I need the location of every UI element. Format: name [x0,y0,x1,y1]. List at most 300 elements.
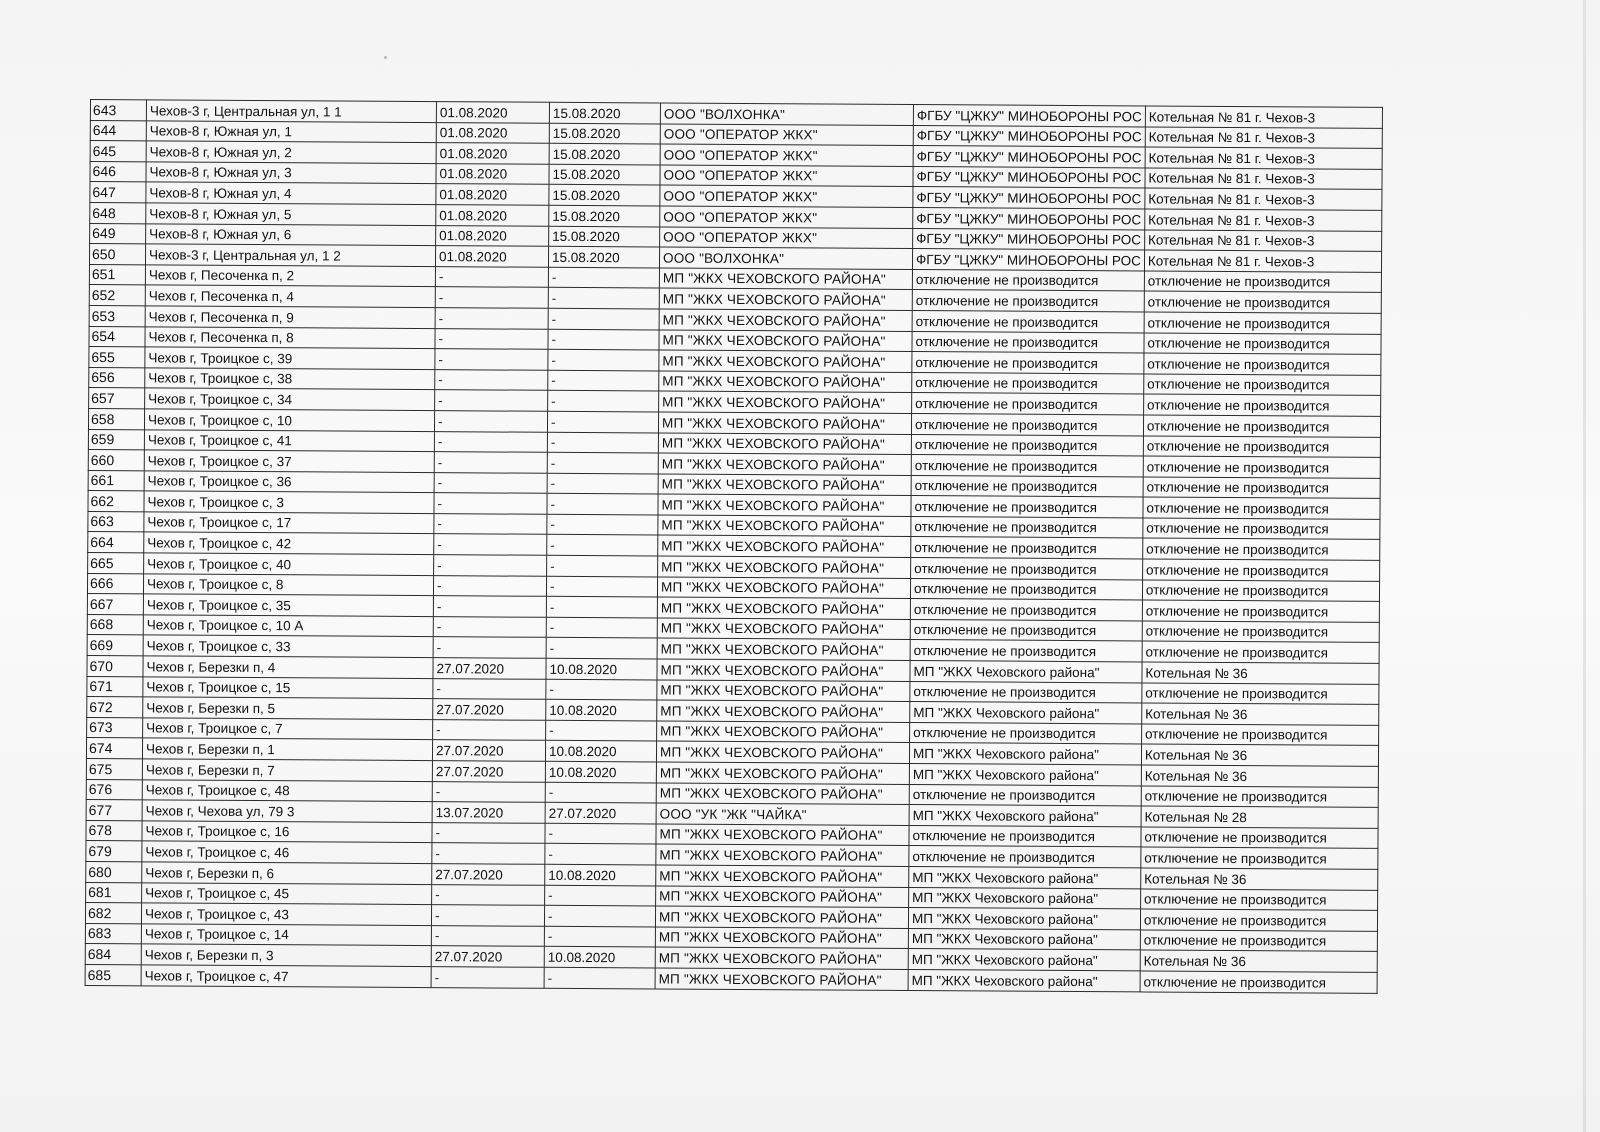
address-cell: Чехов г, Березки п, 3 [141,944,431,966]
supplier-cell: отключение не производится [911,496,1143,518]
row-number: 646 [90,161,146,182]
row-number: 647 [90,182,146,203]
management-org-cell: МП "ЖКХ ЧЕХОВСКОГО РАЙОНА" [659,309,912,331]
management-org-cell: МП "ЖКХ ЧЕХОВСКОГО РАЙОНА" [657,597,910,619]
off-date-cell: - [435,328,548,349]
off-date-cell: 01.08.2020 [436,205,549,226]
row-number: 669 [87,635,143,656]
off-date-cell: - [434,555,547,576]
heat-source-cell: Котельная № 81 г. Чехов-3 [1145,127,1382,149]
management-org-cell: МП "ЖКХ ЧЕХОВСКОГО РАЙОНА" [655,947,908,969]
address-cell: Чехов-8 г, Южная ул, 6 [146,223,436,245]
management-org-cell: МП "ЖКХ ЧЕХОВСКОГО РАЙОНА" [656,741,909,763]
on-date-cell: - [547,535,658,556]
management-org-cell: ООО "ВОЛХОНКА" [660,103,913,125]
row-number: 658 [88,408,144,429]
heat-source-cell: отключение не производится [1143,394,1380,416]
address-cell: Чехов-8 г, Южная ул, 2 [146,141,436,163]
supplier-cell: отключение не производится [910,619,1142,641]
management-org-cell: МП "ЖКХ ЧЕХОВСКОГО РАЙОНА" [656,824,909,846]
on-date-cell: - [548,308,659,329]
supplier-cell: отключение не производится [909,825,1141,847]
supplier-cell: МП "ЖКХ Чеховского района" [909,805,1141,827]
heat-source-cell: отключение не производится [1144,312,1381,334]
row-number: 662 [88,491,144,512]
on-date-cell: 15.08.2020 [549,164,660,185]
supplier-cell: отключение не производится [911,434,1143,456]
heat-source-cell: отключение не производится [1143,435,1380,457]
off-date-cell: 13.07.2020 [432,802,545,823]
heat-source-cell: Котельная № 81 г. Чехов-3 [1145,147,1382,169]
supplier-cell: МП "ЖКХ Чеховского района" [909,887,1141,909]
management-org-cell: МП "ЖКХ ЧЕХОВСКОГО РАЙОНА" [659,350,912,372]
row-number: 672 [87,697,143,718]
row-number: 668 [87,614,143,635]
heat-source-cell: отключение не производится [1144,374,1381,396]
supplier-cell: ФГБУ "ЦЖКУ" МИНОБОРОНЫ РОС [913,207,1145,229]
supplier-cell: ФГБУ "ЦЖКУ" МИНОБОРОНЫ РОС [913,187,1145,209]
off-date-cell: - [431,925,544,946]
address-cell: Чехов г, Троицкое с, 16 [142,821,432,843]
address-cell: Чехов г, Березки п, 4 [143,656,433,678]
management-org-cell: МП "ЖКХ ЧЕХОВСКОГО РАЙОНА" [658,412,911,434]
row-number: 652 [89,285,145,306]
on-date-cell: - [548,391,659,412]
off-date-cell: 27.07.2020 [433,699,546,720]
off-date-cell: - [434,411,547,432]
on-date-cell: 10.08.2020 [546,700,657,721]
off-date-cell: 01.08.2020 [436,163,549,184]
supplier-cell: отключение не производится [912,331,1144,353]
row-number: 679 [86,841,142,862]
supplier-cell: ФГБУ "ЦЖКУ" МИНОБОРОНЫ РОС [912,249,1144,271]
heat-source-cell: Котельная № 36 [1141,744,1378,766]
heat-source-cell: отключение не производится [1144,353,1381,375]
management-org-cell: МП "ЖКХ ЧЕХОВСКОГО РАЙОНА" [655,927,908,949]
row-number: 654 [89,326,145,347]
heat-source-cell: отключение не производится [1142,580,1379,602]
supplier-cell: отключение не производится [911,516,1143,538]
supplier-cell: отключение не производится [911,558,1143,580]
address-cell: Чехов г, Троицкое с, 43 [141,903,431,925]
on-date-cell: 27.07.2020 [545,802,656,823]
on-date-cell: 10.08.2020 [546,658,657,679]
address-cell: Чехов г, Песоченка п, 4 [145,285,435,307]
supplier-cell: отключение не производится [910,578,1142,600]
document-sheet [85,99,1383,993]
off-date-cell: - [433,719,546,740]
heat-source-cell: отключение не производится [1141,827,1378,849]
management-org-cell: МП "ЖКХ ЧЕХОВСКОГО РАЙОНА" [659,330,912,352]
supplier-cell: отключение не производится [911,537,1143,559]
on-date-cell: - [546,679,657,700]
management-org-cell: ООО "ОПЕРАТОР ЖКХ" [660,206,913,228]
heat-source-cell: Котельная № 36 [1141,765,1378,787]
scan-speck [384,56,387,59]
off-date-cell: - [435,308,548,329]
on-date-cell: - [545,885,656,906]
off-date-cell: - [433,596,546,617]
address-cell: Чехов г, Троицкое с, 38 [145,368,435,390]
heat-source-cell: отключение не производится [1142,559,1379,581]
off-date-cell: 27.07.2020 [432,740,545,761]
management-org-cell: МП "ЖКХ ЧЕХОВСКОГО РАЙОНА" [655,906,908,928]
heat-source-cell: отключение не производится [1140,888,1377,910]
heat-source-cell: отключение не производится [1144,291,1381,313]
address-cell: Чехов г, Троицкое с, 10 А [143,615,433,637]
row-number: 655 [89,347,145,368]
on-date-cell: - [548,288,659,309]
on-date-cell: 15.08.2020 [549,185,660,206]
supplier-cell: отключение не производится [910,722,1142,744]
off-date-cell: - [432,822,545,843]
off-date-cell: - [431,967,544,988]
off-date-cell: - [434,513,547,534]
supplier-cell: МП "ЖКХ Чеховского района" [910,702,1142,724]
management-org-cell: МП "ЖКХ ЧЕХОВСКОГО РАЙОНА" [655,968,908,990]
supplier-cell: ФГБУ "ЦЖКУ" МИНОБОРОНЫ РОС [913,146,1145,168]
off-date-cell: - [434,431,547,452]
supplier-cell: МП "ЖКХ Чеховского района" [909,764,1141,786]
off-date-cell: - [435,287,548,308]
row-number: 674 [86,738,142,759]
row-number: 649 [90,223,146,244]
off-date-cell: - [433,575,546,596]
row-number: 683 [85,923,141,944]
management-org-cell: МП "ЖКХ ЧЕХОВСКОГО РАЙОНА" [657,577,910,599]
address-cell: Чехов г, Песоченка п, 9 [145,306,435,328]
off-date-cell: - [435,369,548,390]
address-cell: Чехов г, Троицкое с, 3 [144,491,434,513]
management-org-cell: МП "ЖКХ ЧЕХОВСКОГО РАЙОНА" [656,762,909,784]
on-date-cell: - [546,720,657,741]
on-date-cell: - [548,329,659,350]
heat-source-cell: Котельная № 81 г. Чехов-3 [1144,230,1381,252]
heat-source-cell: Котельная № 36 [1140,950,1377,972]
supplier-cell: отключение не производится [910,681,1142,703]
on-date-cell: - [548,349,659,370]
heat-source-cell: отключение не производится [1140,971,1377,993]
supplier-cell: ФГБУ "ЦЖКУ" МИНОБОРОНЫ РОС [913,125,1145,147]
address-cell: Чехов-3 г, Центральная ул, 1 2 [145,244,435,266]
management-org-cell: МП "ЖКХ ЧЕХОВСКОГО РАЙОНА" [659,268,912,290]
address-cell: Чехов г, Троицкое с, 8 [143,573,433,595]
address-cell: Чехов г, Березки п, 1 [142,738,432,760]
off-date-cell: 27.07.2020 [433,658,546,679]
supplier-cell: МП "ЖКХ Чеховского района" [908,928,1140,950]
address-cell: Чехов г, Троицкое с, 45 [142,882,432,904]
table-body [85,100,1382,993]
supplier-cell: отключение не производится [912,310,1144,332]
off-date-cell: - [433,637,546,658]
on-date-cell: 10.08.2020 [545,761,656,782]
supplier-cell: МП "ЖКХ Чеховского района" [908,908,1140,930]
row-number: 661 [88,470,144,491]
management-org-cell: МП "ЖКХ ЧЕХОВСКОГО РАЙОНА" [658,474,911,496]
address-cell: Чехов г, Троицкое с, 10 [144,409,434,431]
off-date-cell: 01.08.2020 [436,225,549,246]
management-org-cell: МП "ЖКХ ЧЕХОВСКОГО РАЙОНА" [657,638,910,660]
supplier-cell: отключение не производится [911,455,1143,477]
row-number: 671 [87,676,143,697]
row-number: 651 [89,264,145,285]
address-cell: Чехов г, Троицкое с, 46 [142,841,432,863]
off-date-cell: - [434,493,547,514]
on-date-cell: - [546,597,657,618]
row-number: 678 [86,820,142,841]
row-number: 645 [90,141,146,162]
on-date-cell: - [546,617,657,638]
on-date-cell: - [547,514,658,535]
supplier-cell: отключение не производится [911,475,1143,497]
management-org-cell: МП "ЖКХ ЧЕХОВСКОГО РАЙОНА" [657,680,910,702]
address-cell: Чехов г, Троицкое с, 36 [144,471,434,493]
supplier-cell: МП "ЖКХ Чеховского района" [908,949,1140,971]
address-cell: Чехов-8 г, Южная ул, 4 [146,182,436,204]
address-cell: Чехов г, Троицкое с, 15 [143,676,433,698]
heat-source-cell: Котельная № 36 [1142,703,1379,725]
supplier-cell: МП "ЖКХ Чеховского района" [909,743,1141,765]
address-cell: Чехов г, Березки п, 5 [143,697,433,719]
off-date-cell: 27.07.2020 [432,761,545,782]
heat-source-cell: Котельная № 28 [1141,806,1378,828]
supplier-cell: отключение не производится [912,393,1144,415]
address-cell: Чехов г, Чехова ул, 79 3 [142,800,432,822]
off-date-cell: 01.08.2020 [436,122,549,143]
on-date-cell: 10.08.2020 [545,864,656,885]
on-date-cell: - [545,782,656,803]
on-date-cell: - [544,967,655,988]
heat-source-cell: отключение не производится [1143,538,1380,560]
supplier-cell: отключение не производится [910,599,1142,621]
management-org-cell: ООО "ОПЕРАТОР ЖКХ" [660,165,913,187]
supplier-cell: отключение не производится [912,290,1144,312]
off-date-cell: - [435,349,548,370]
management-org-cell: МП "ЖКХ ЧЕХОВСКОГО РАЙОНА" [658,515,911,537]
management-org-cell: МП "ЖКХ ЧЕХОВСКОГО РАЙОНА" [656,783,909,805]
address-cell: Чехов-8 г, Южная ул, 3 [146,162,436,184]
on-date-cell: - [546,638,657,659]
supplier-cell: отключение не производится [909,784,1141,806]
supplier-cell: МП "ЖКХ Чеховского района" [908,969,1140,991]
address-cell: Чехов г, Троицкое с, 40 [144,553,434,575]
address-cell: Чехов г, Троицкое с, 41 [144,429,434,451]
heat-source-cell: отключение не производится [1140,909,1377,931]
row-number: 643 [90,100,146,121]
row-number: 676 [86,779,142,800]
supplier-cell: МП "ЖКХ Чеховского района" [909,866,1141,888]
on-date-cell: - [547,555,658,576]
address-cell: Чехов г, Троицкое с, 48 [142,779,432,801]
row-number: 685 [85,964,141,985]
row-number: 659 [88,429,144,450]
on-date-cell: - [545,823,656,844]
heat-source-cell: Котельная № 36 [1141,868,1378,890]
off-date-cell: - [432,781,545,802]
off-date-cell: 27.07.2020 [432,864,545,885]
address-cell: Чехов г, Троицкое с, 17 [144,512,434,534]
off-date-cell: - [434,534,547,555]
row-number: 666 [87,573,143,594]
on-date-cell: 10.08.2020 [544,947,655,968]
row-number: 664 [88,532,144,553]
heat-source-cell: отключение не производится [1142,600,1379,622]
on-date-cell: 15.08.2020 [549,123,660,144]
off-date-cell: - [435,390,548,411]
management-org-cell: ООО "ВОЛХОНКА" [659,247,912,269]
on-date-cell: - [547,432,658,453]
heat-source-cell: Котельная № 36 [1142,662,1379,684]
heat-source-cell: Котельная № 81 г. Чехов-3 [1145,209,1382,231]
management-org-cell: МП "ЖКХ ЧЕХОВСКОГО РАЙОНА" [659,371,912,393]
off-date-cell: 27.07.2020 [431,946,544,967]
on-date-cell: - [548,267,659,288]
supplier-cell: ФГБУ "ЦЖКУ" МИНОБОРОНЫ РОС [913,105,1145,127]
management-org-cell: МП "ЖКХ ЧЕХОВСКОГО РАЙОНА" [658,494,911,516]
management-org-cell: МП "ЖКХ ЧЕХОВСКОГО РАЙОНА" [657,659,910,681]
off-date-cell: - [434,452,547,473]
on-date-cell: - [547,494,658,515]
on-date-cell: 15.08.2020 [549,205,660,226]
row-number: 670 [87,656,143,677]
address-cell: Чехов г, Троицкое с, 35 [143,594,433,616]
row-number: 677 [86,800,142,821]
on-date-cell: 10.08.2020 [545,741,656,762]
supplier-cell: отключение не производится [912,372,1144,394]
off-date-cell: 01.08.2020 [435,246,548,267]
address-cell: Чехов-3 г, Центральная ул, 1 1 [146,100,436,122]
heat-source-cell: отключение не производится [1144,332,1381,354]
row-number: 660 [88,450,144,471]
heat-source-cell: отключение не производится [1143,518,1380,540]
management-org-cell: МП "ЖКХ ЧЕХОВСКОГО РАЙОНА" [657,618,910,640]
heat-source-cell: отключение не производится [1143,477,1380,499]
management-org-cell: МП "ЖКХ ЧЕХОВСКОГО РАЙОНА" [658,453,911,475]
heat-source-cell: Котельная № 81 г. Чехов-3 [1145,106,1382,128]
heat-source-cell: отключение не производится [1140,930,1377,952]
off-date-cell: - [434,472,547,493]
row-number: 656 [89,367,145,388]
on-date-cell: - [548,370,659,391]
off-date-cell: - [432,843,545,864]
heat-source-cell: отключение не производится [1142,641,1379,663]
row-number: 665 [88,553,144,574]
row-number: 681 [86,882,142,903]
off-date-cell: - [433,616,546,637]
off-date-cell: 01.08.2020 [436,143,549,164]
supplier-cell: ФГБУ "ЦЖКУ" МИНОБОРОНЫ РОС [913,228,1145,250]
heat-source-cell: отключение не производится [1143,456,1380,478]
management-org-cell: МП "ЖКХ ЧЕХОВСКОГО РАЙОНА" [656,844,909,866]
supplier-cell: ФГБУ "ЦЖКУ" МИНОБОРОНЫ РОС [913,166,1145,188]
off-date-cell: 01.08.2020 [436,102,549,123]
row-number: 675 [86,758,142,779]
heat-source-cell: отключение не производится [1141,724,1378,746]
row-number: 648 [90,202,146,223]
row-number: 684 [85,944,141,965]
management-org-cell: МП "ЖКХ ЧЕХОВСКОГО РАЙОНА" [657,700,910,722]
address-cell: Чехов г, Троицкое с, 42 [144,532,434,554]
row-number: 680 [86,861,142,882]
management-org-cell: ООО "ОПЕРАТОР ЖКХ" [660,144,913,166]
address-cell: Чехов г, Березки п, 7 [142,759,432,781]
management-org-cell: МП "ЖКХ ЧЕХОВСКОГО РАЙОНА" [658,556,911,578]
row-number: 644 [90,120,146,141]
address-cell: Чехов г, Песоченка п, 8 [145,326,435,348]
on-date-cell: - [546,576,657,597]
on-date-cell: 15.08.2020 [549,143,660,164]
on-date-cell: - [547,473,658,494]
address-cell: Чехов г, Троицкое с, 14 [141,924,431,946]
address-cell: Чехов г, Троицкое с, 39 [145,347,435,369]
off-date-cell: - [431,905,544,926]
address-cell: Чехов г, Троицкое с, 37 [144,450,434,472]
management-org-cell: ООО "ОПЕРАТОР ЖКХ" [660,227,913,249]
management-org-cell: ООО "ОПЕРАТОР ЖКХ" [660,124,913,146]
management-org-cell: МП "ЖКХ ЧЕХОВСКОГО РАЙОНА" [659,288,912,310]
heat-source-cell: отключение не производится [1141,786,1378,808]
row-number: 650 [89,244,145,265]
row-number: 653 [89,305,145,326]
row-number: 663 [88,511,144,532]
heat-source-cell: Котельная № 81 г. Чехов-3 [1144,250,1381,272]
management-org-cell: МП "ЖКХ ЧЕХОВСКОГО РАЙОНА" [656,886,909,908]
heat-source-cell: отключение не производится [1142,683,1379,705]
management-org-cell: МП "ЖКХ ЧЕХОВСКОГО РАЙОНА" [658,535,911,557]
management-org-cell: МП "ЖКХ ЧЕХОВСКОГО РАЙОНА" [657,721,910,743]
outage-schedule-table [85,99,1383,993]
heat-source-cell: Котельная № 81 г. Чехов-3 [1145,168,1382,190]
on-date-cell: - [544,905,655,926]
off-date-cell: - [435,266,548,287]
management-org-cell: ООО "УК "ЖК "ЧАЙКА" [656,803,909,825]
off-date-cell: 01.08.2020 [436,184,549,205]
supplier-cell: отключение не производится [909,846,1141,868]
heat-source-cell: отключение не производится [1143,415,1380,437]
row-number: 657 [89,388,145,409]
row-number: 667 [87,594,143,615]
heat-source-cell: отключение не производится [1144,271,1381,293]
heat-source-cell: отключение не производится [1141,847,1378,869]
off-date-cell: - [433,678,546,699]
heat-source-cell: Котельная № 81 г. Чехов-3 [1145,188,1382,210]
on-date-cell: 15.08.2020 [549,226,660,247]
address-cell: Чехов-8 г, Южная ул, 5 [146,203,436,225]
address-cell: Чехов г, Троицкое с, 34 [145,388,435,410]
row-number: 682 [85,903,141,924]
on-date-cell: - [547,411,658,432]
on-date-cell: - [547,452,658,473]
off-date-cell: - [432,884,545,905]
on-date-cell: - [545,844,656,865]
row-number: 673 [87,717,143,738]
management-org-cell: ООО "ОПЕРАТОР ЖКХ" [660,185,913,207]
management-org-cell: МП "ЖКХ ЧЕХОВСКОГО РАЙОНА" [658,432,911,454]
supplier-cell: отключение не производится [911,413,1143,435]
supplier-cell: отключение не производится [912,352,1144,374]
on-date-cell: 15.08.2020 [549,102,660,123]
heat-source-cell: отключение не производится [1143,497,1380,519]
address-cell: Чехов-8 г, Южная ул, 1 [146,120,436,142]
supplier-cell: отключение не производится [910,640,1142,662]
on-date-cell: 15.08.2020 [548,246,659,267]
supplier-cell: отключение не производится [912,269,1144,291]
address-cell: Чехов г, Троицкое с, 33 [143,635,433,657]
address-cell: Чехов г, Песоченка п, 2 [145,265,435,287]
on-date-cell: - [544,926,655,947]
address-cell: Чехов г, Троицкое с, 7 [143,718,433,740]
supplier-cell: МП "ЖКХ Чеховского района" [910,661,1142,683]
